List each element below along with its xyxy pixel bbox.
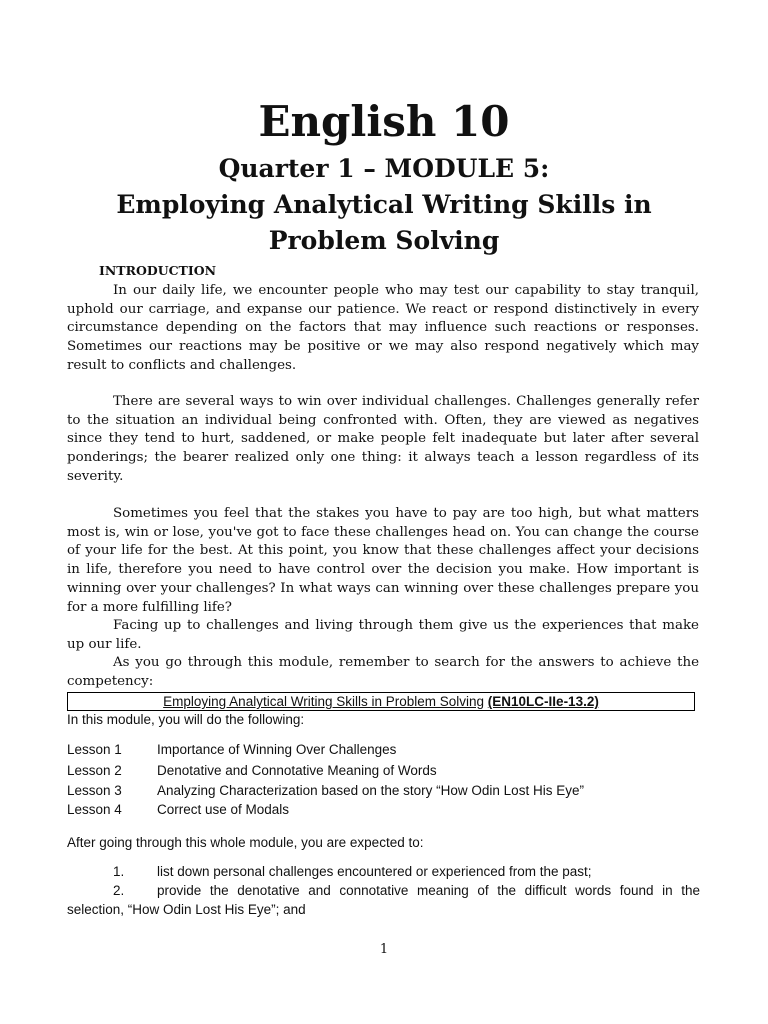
objective-item [67,862,700,881]
objective-number: 2. [113,883,125,898]
competency-text: Employing Analytical Writing Skills in Problem Solving [163,694,485,709]
lesson-title: Analyzing Characterization based on the story “How Odin Lost His Eye” [157,783,584,798]
paragraph: Facing up to challenges and living through them give us the experiences that make up our life. [67,618,699,652]
lesson-title: Denotative and Connotative Meaning of Words [157,763,437,778]
competency-box [67,692,695,711]
lesson-title: Importance of Winning Over Challenges [157,742,397,757]
competency-code: (EN10LC-IIe-13.2) [487,694,599,709]
module-title-line-1: Employing Analytical Writing Skills in [116,190,652,219]
objective-number: 1. [113,864,125,879]
section-heading: INTRODUCTION [99,263,217,278]
paragraph: Sometimes you feel that the stakes you have to pay are too high, but what matters most is, win or lose, you've got to face these challenges head on. You can change the course of your life for the best. At this point, you know that these challenges affect your decisions in life, therefore you need to have control over the decision you make. How important is winning over your challenges? In what ways can winning over these challenges prepare you for a more fulfilling life? [67,506,699,615]
paragraph: As you go through this module, remember to search for the answers to achieve the competency: [67,655,699,689]
module-title-line-2: Problem Solving [268,226,500,255]
lesson-number: Lesson 3 [67,783,122,798]
paragraph: In our daily life, we encounter people who may test our capability to stay tranquil, uphold our carriage, and expanse our patience. We react or respond distinctively in every circumstance depending on the factors that may influence such reactions or responses. Sometimes our reactions may be positive or we may also respond negatively which may result to conflicts and challenges. [67,283,699,373]
document-subtitle: Quarter 1 – MODULE 5: [218,154,550,183]
objective-item [67,881,700,919]
lesson-number: Lesson 4 [67,802,122,817]
objective-text: list down personal challenges encountered or experienced from the past; [157,864,592,879]
page-number: 1 [379,942,389,957]
expectation-intro: After going through this whole module, you are expected to: [67,835,424,850]
module-intro: In this module, you will do the following: [67,712,305,727]
lesson-title: Correct use of Modals [157,802,290,817]
lesson-number: Lesson 2 [67,763,122,778]
lesson-number: Lesson 1 [67,742,122,757]
document-title: English 10 [258,97,510,146]
paragraph: There are several ways to win over individual challenges. Challenges generally refer to the situation an individual being confronted with. Often, they are viewed as negatives since they tend to hurt, saddened, or make people felt inadequate but later after several ponderings; the bearer realized only one thing: it always teach a lesson regardless of its severity. [67,394,699,484]
objective-text: provide the denotative and connotative meaning of the difficult words found in the selection, “How Odin Lost His Eye”; and [67,883,700,917]
